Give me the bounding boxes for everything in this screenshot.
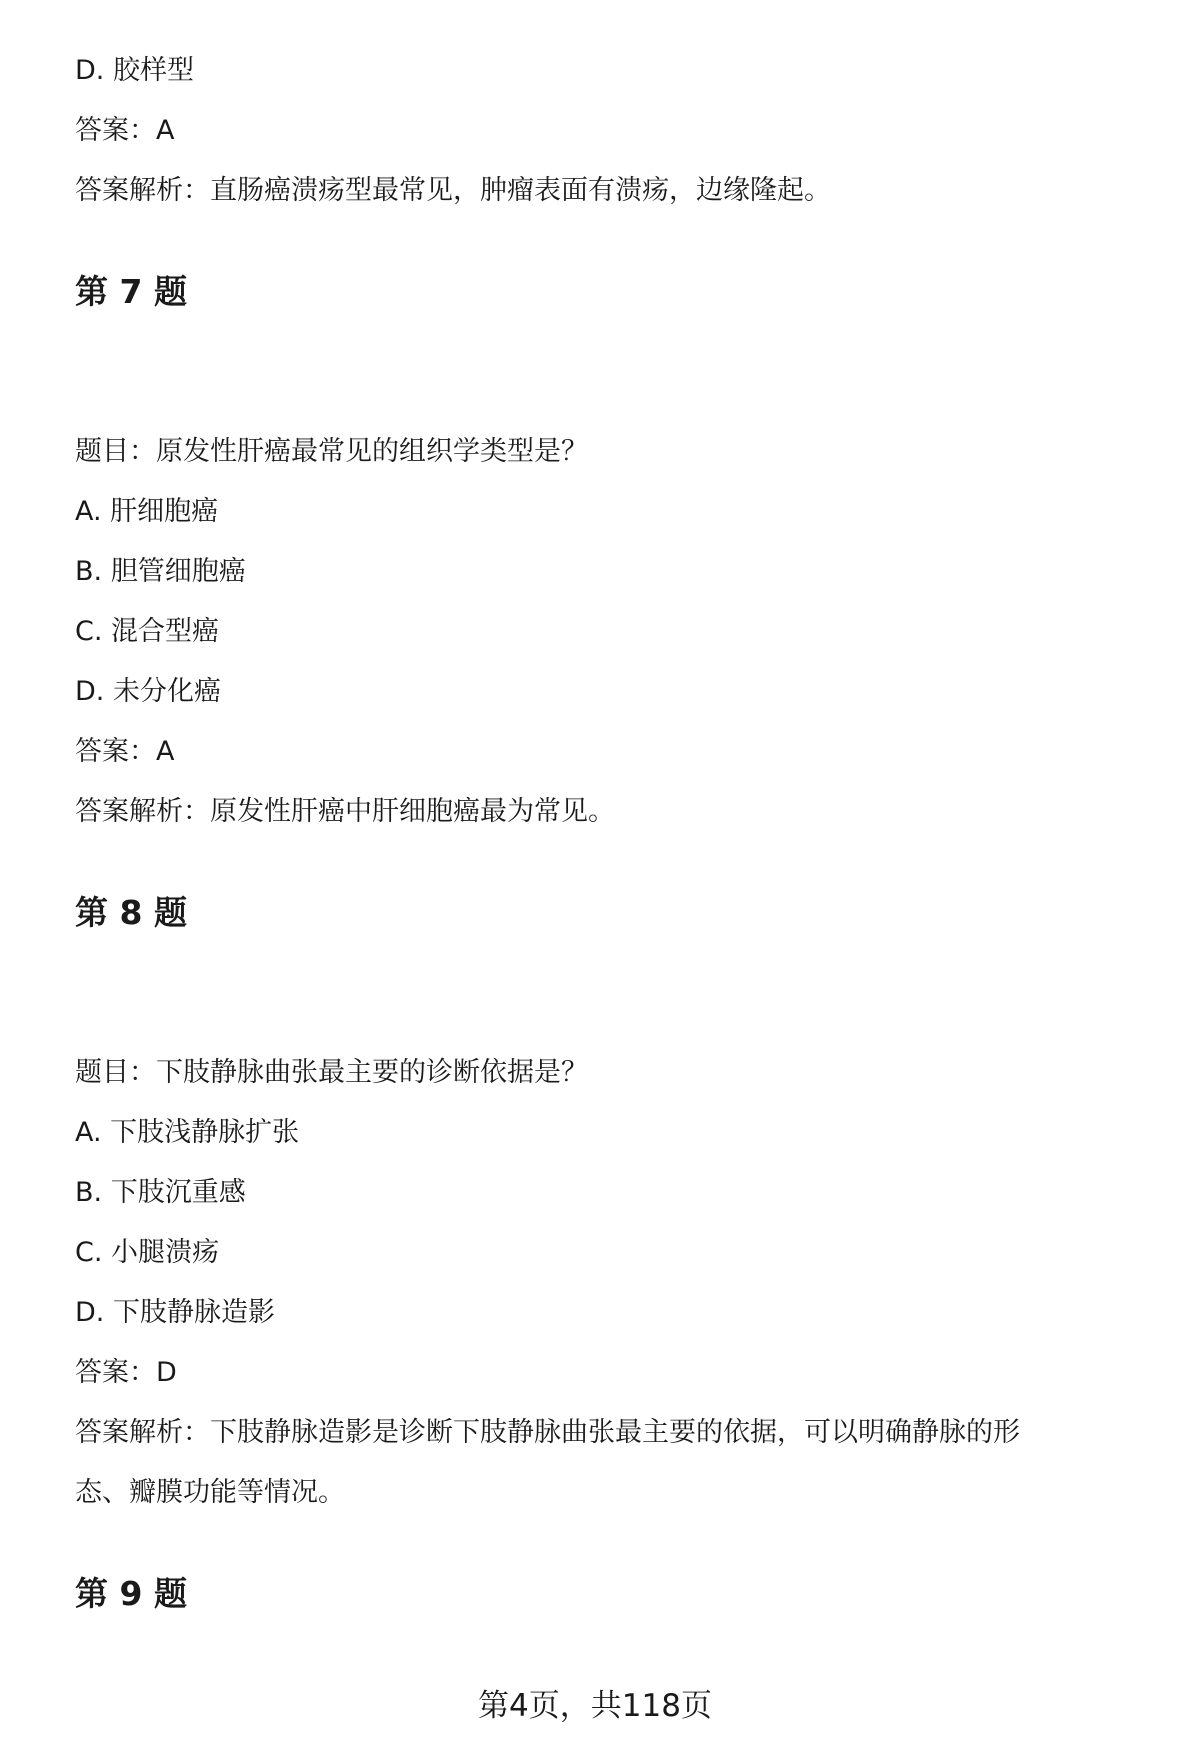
prev-explanation: 答案解析：直肠癌溃疡型最常见，肿瘤表面有溃疡，边缘隆起。 (75, 175, 831, 206)
question-7-stem: 题目：原发性肝癌最常见的组织学类型是？ (75, 436, 588, 467)
question-7-option-d: D. 未分化癌 (75, 676, 221, 707)
question-7-answer: 答案：A (75, 736, 175, 767)
question-7-heading: 第 7 题 (75, 272, 187, 311)
prev-answer: 答案：A (75, 115, 175, 146)
question-8-option-d: D. 下肢静脉造影 (75, 1297, 275, 1328)
question-7-option-b: B. 胆管细胞癌 (75, 556, 246, 587)
question-7-explanation: 答案解析：原发性肝癌中肝细胞癌最为常见。 (75, 796, 615, 827)
question-8-answer: 答案：D (75, 1357, 177, 1388)
question-7-option-a: A. 肝细胞癌 (75, 496, 219, 527)
question-8-option-c: C. 小腿溃疡 (75, 1237, 220, 1268)
question-8-option-b: B. 下肢沉重感 (75, 1177, 246, 1208)
question-8-explanation-line-1: 答案解析：下肢静脉造影是诊断下肢静脉曲张最主要的依据，可以明确静脉的形 (75, 1417, 1020, 1448)
question-9-heading: 第 9 题 (75, 1574, 187, 1613)
question-8-explanation-line-2: 态、瓣膜功能等情况。 (75, 1477, 345, 1508)
page-footer: 第4页，共118页 (478, 1688, 712, 1724)
question-8-heading: 第 8 题 (75, 893, 187, 932)
prev-option-d: D. 胶样型 (75, 55, 194, 86)
question-8-option-a: A. 下肢浅静脉扩张 (75, 1117, 300, 1148)
question-7-option-c: C. 混合型癌 (75, 616, 220, 647)
question-8-stem: 题目：下肢静脉曲张最主要的诊断依据是？ (75, 1057, 588, 1088)
